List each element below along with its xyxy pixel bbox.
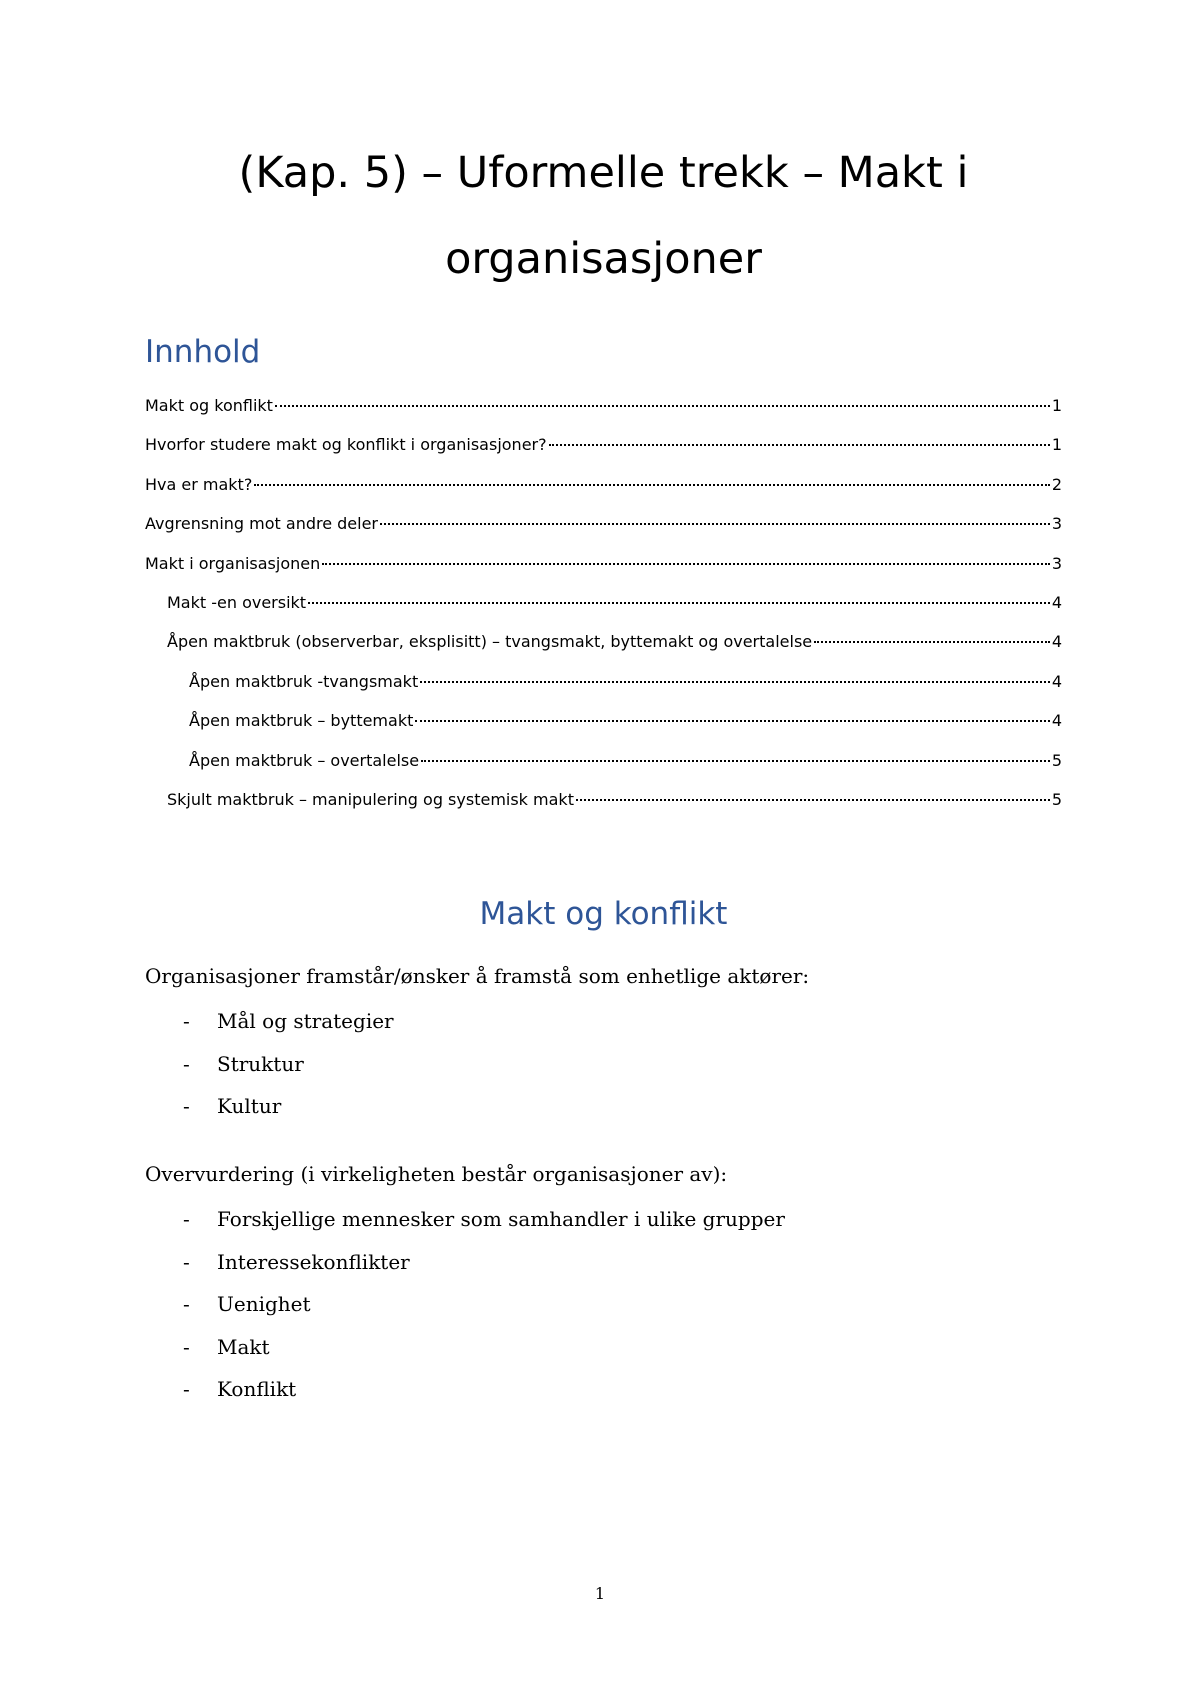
bullet-dash: -	[183, 1009, 190, 1033]
toc-dot-leader	[254, 484, 1049, 486]
toc-entry[interactable]	[145, 632, 1062, 671]
bullet-dash: -	[183, 1051, 190, 1076]
toc-entry-title[interactable]: Hva er makt?	[145, 474, 253, 494]
document-title: (Kap. 5) – Uformelle trekk – Makt i organisasjoner	[238, 148, 969, 284]
toc-entry-page-number[interactable]: 3	[1051, 553, 1062, 573]
list-item	[145, 1207, 785, 1250]
toc-entry-title[interactable]: Makt -en oversikt	[167, 592, 307, 612]
toc-entry-page-number[interactable]: 1	[1051, 435, 1062, 455]
list-item	[145, 1335, 785, 1378]
list-item-text: Interessekonflikter	[217, 1249, 410, 1274]
toc-entry-page-number[interactable]: 3	[1051, 514, 1062, 534]
list-item	[145, 1292, 785, 1335]
list-item-text: Kultur	[217, 1094, 282, 1118]
section-heading: Makt og konflikt	[479, 896, 728, 932]
toc-entry[interactable]	[145, 514, 1062, 553]
toc-entry-title[interactable]: Avgrensning mot andre deler	[145, 514, 379, 534]
list-item-text: Konflikt	[217, 1377, 297, 1401]
toc-entry[interactable]	[145, 593, 1062, 632]
list-item-text: Uenighet	[217, 1292, 311, 1316]
toc-entry-page-number[interactable]: 1	[1051, 396, 1062, 415]
toc-entry[interactable]	[145, 751, 1062, 790]
list-item-text: Makt	[217, 1334, 270, 1359]
toc-dot-leader	[576, 799, 1050, 801]
bullet-dash: -	[183, 1207, 190, 1231]
bullet-dash: -	[183, 1249, 190, 1274]
toc-entry[interactable]	[145, 554, 1062, 593]
toc-dot-leader	[380, 523, 1050, 525]
toc-entry[interactable]	[145, 435, 1062, 474]
toc-entry-page-number[interactable]: 4	[1051, 592, 1062, 612]
toc-heading: Innhold	[145, 334, 261, 370]
bullet-dash: -	[183, 1334, 190, 1359]
toc-entry-page-number[interactable]: 4	[1051, 711, 1062, 731]
toc-dot-leader	[308, 602, 1050, 604]
toc-dot-leader	[415, 720, 1049, 722]
list-item	[145, 1094, 394, 1137]
toc-entry-page-number[interactable]: 5	[1051, 789, 1062, 809]
bullet-dash: -	[183, 1292, 190, 1316]
bullet-list-1	[145, 1009, 394, 1137]
toc-entry-page-number[interactable]: 2	[1051, 474, 1062, 494]
toc-entry-title[interactable]: Åpen maktbruk – overtalelse	[189, 750, 420, 770]
toc-entry-title[interactable]: Åpen maktbruk (observerbar, eksplisitt) – tvangsmakt, byttemakt og overtalelse	[167, 632, 813, 652]
list-item-text: Forskjellige mennesker som samhandler i ulike grupper	[217, 1207, 785, 1231]
toc-entry-page-number[interactable]: 5	[1051, 750, 1062, 770]
toc-entry-title[interactable]: Åpen maktbruk – byttemakt	[189, 711, 414, 731]
toc-entry-title[interactable]: Åpen maktbruk -tvangsmakt	[189, 671, 419, 691]
toc-entry-title[interactable]: Hvorfor studere makt og konflikt i organisasjoner?	[145, 435, 547, 455]
list-item	[145, 1052, 394, 1095]
toc-entry-title[interactable]: Skjult maktbruk – manipulering og systemisk makt	[167, 789, 574, 809]
section-intro-paragraph: Organisasjoner framstår/ønsker å framstå som enhetlige aktører:	[145, 964, 810, 988]
toc-entry-page-number[interactable]: 4	[1051, 632, 1062, 652]
table-of-contents	[145, 396, 1062, 829]
toc-entry[interactable]	[145, 396, 1062, 435]
bullet-list-2	[145, 1207, 785, 1420]
toc-dot-leader	[322, 563, 1050, 565]
bullet-dash: -	[183, 1377, 190, 1401]
toc-dot-leader	[275, 405, 1050, 407]
toc-entry-title[interactable]: Makt og konflikt	[145, 396, 273, 415]
overvurdering-paragraph: Overvurdering (i virkeligheten består organisasjoner av):	[145, 1162, 728, 1186]
toc-entry[interactable]	[145, 672, 1062, 711]
list-item	[145, 1009, 394, 1052]
list-item-text: Mål og strategier	[217, 1009, 394, 1033]
list-item	[145, 1250, 785, 1293]
toc-entry[interactable]	[145, 711, 1062, 750]
bullet-dash: -	[183, 1094, 190, 1118]
toc-entry-page-number[interactable]: 4	[1051, 671, 1062, 691]
toc-dot-leader	[814, 641, 1050, 643]
toc-entry[interactable]	[145, 790, 1062, 829]
toc-entry[interactable]	[145, 475, 1062, 514]
list-item-text: Struktur	[217, 1051, 304, 1076]
toc-entry-title[interactable]: Makt i organisasjonen	[145, 553, 321, 573]
list-item	[145, 1377, 785, 1420]
toc-dot-leader	[420, 681, 1050, 683]
toc-dot-leader	[549, 444, 1050, 446]
page-number: 1	[594, 1584, 606, 1603]
toc-dot-leader	[421, 760, 1050, 762]
